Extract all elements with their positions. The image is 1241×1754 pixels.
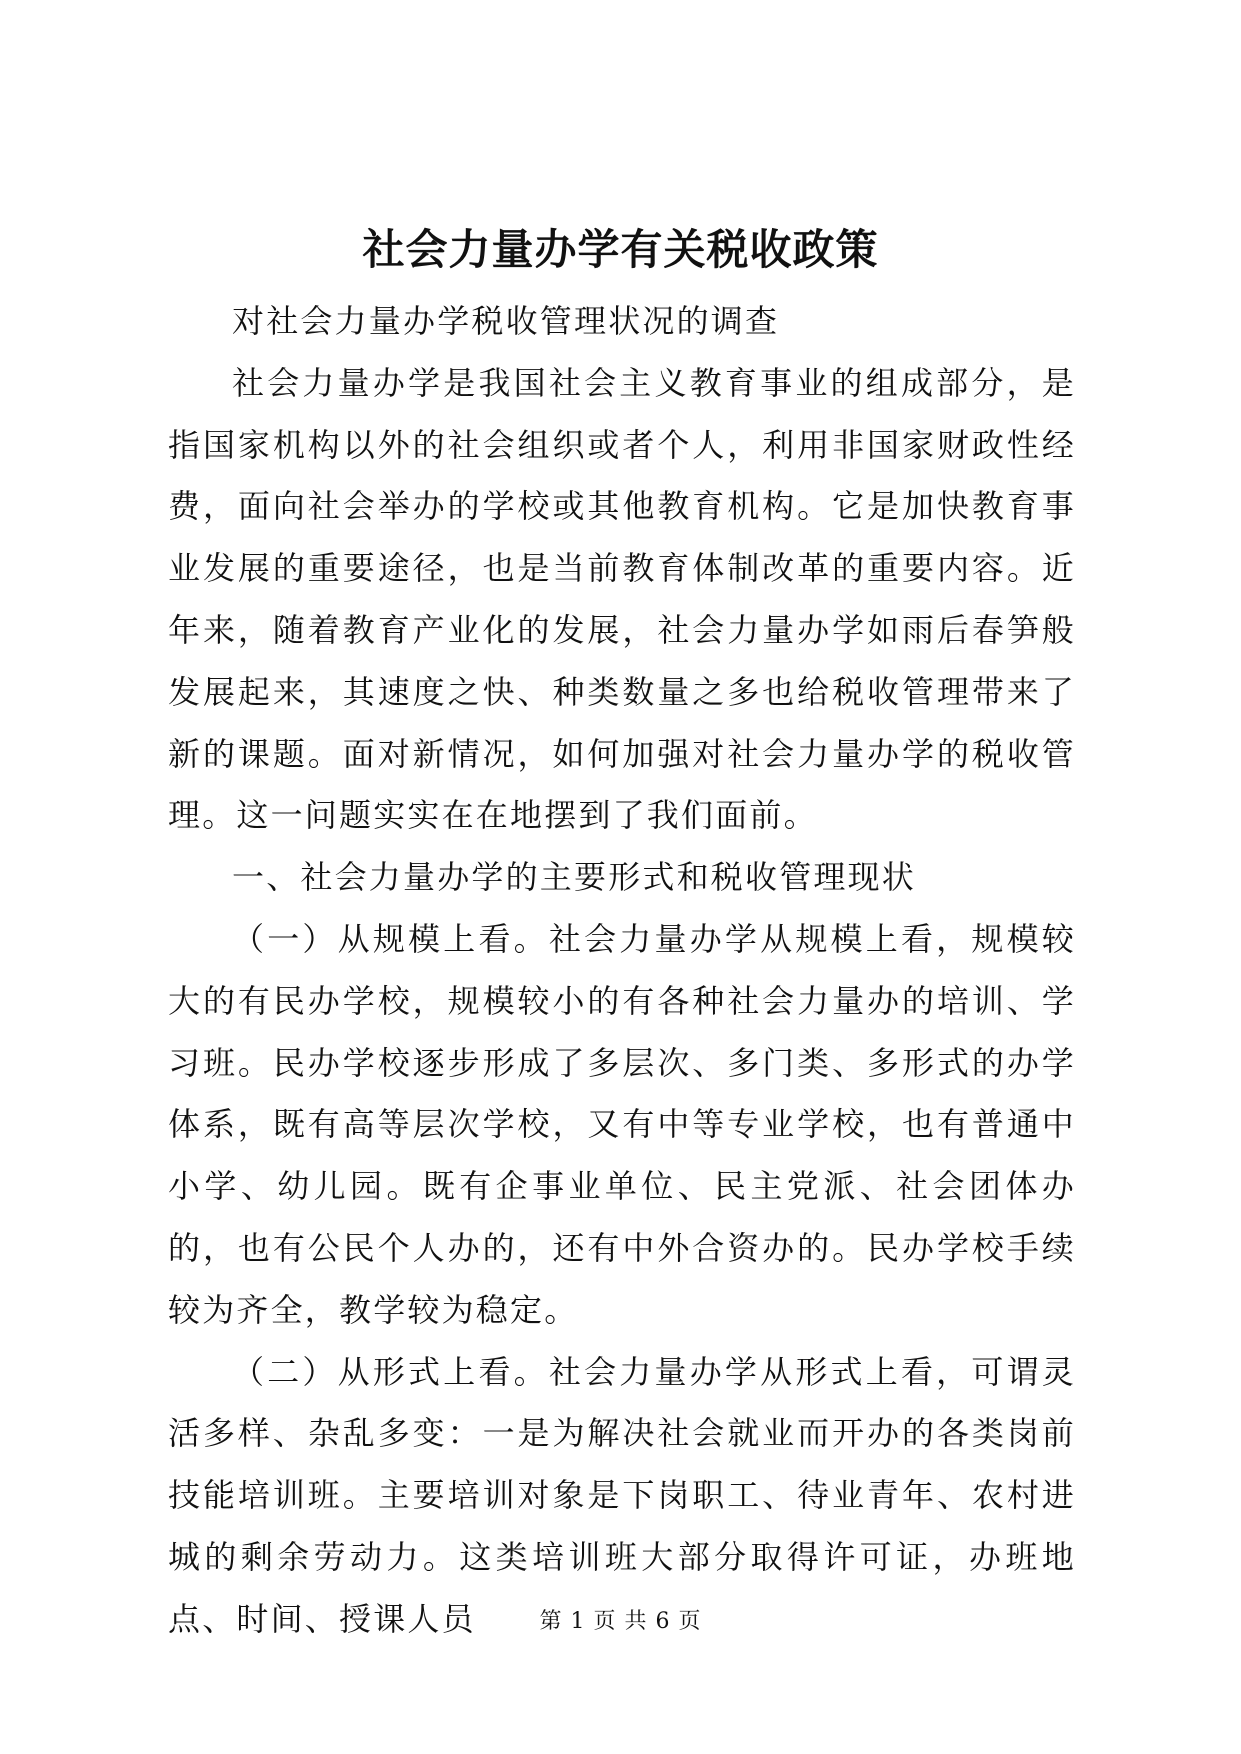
scale-paragraph: （一）从规模上看。社会力量办学从规模上看，规模较大的有民办学校，规模较小的有各种社会力量办的培训、学习班。民办学校逐步形成了多层次、多门类、多形式的办学体系，既有高等层次学校，又有中等专业学校，也有普通中小学、幼儿园。既有企事业单位、民主党派、社会团体办的，也有公民个人办的，还有中外合资办的。民办学校手续较为齐全，教学较为稳定。 [168,919,1076,1329]
document-body [168,291,1076,1651]
document-title: 社会力量办学有关税收政策 [362,225,879,274]
intro-paragraph: 社会力量办学是我国社会主义教育事业的组成部分，是指国家机构以外的社会组织或者个人，利用非国家财政性经费，面向社会举办的学校或其他教育机构。它是加快教育事业发展的重要途径，也是当前教育体制改革的重要内容。近年来，随着教育产业化的发展，社会力量办学如雨后春笋般发展起来，其速度之快、种类数量之多也给税收管理带来了新的课题。面对新情况，如何加强对社会力量办学的税收管理。这一问题实实在在地摆到了我们面前。 [168,363,1076,835]
subtitle-paragraph: 对社会力量办学税收管理状况的调查 [232,302,780,340]
page-number-footer: 第 1 页 共 6 页 [539,1609,702,1634]
form-paragraph: （二）从形式上看。社会力量办学从形式上看，可谓灵活多样、杂乱多变：一是为解决社会就业而开办的各类岗前技能培训班。主要培训对象是下岗职工、待业青年、农村进城的剩余劳动力。这类培训班大部分取得许可证，办班地点、时间、授课人员 [168,1352,1076,1638]
section-heading-paragraph: 一、社会力量办学的主要形式和税收管理现状 [232,858,917,897]
